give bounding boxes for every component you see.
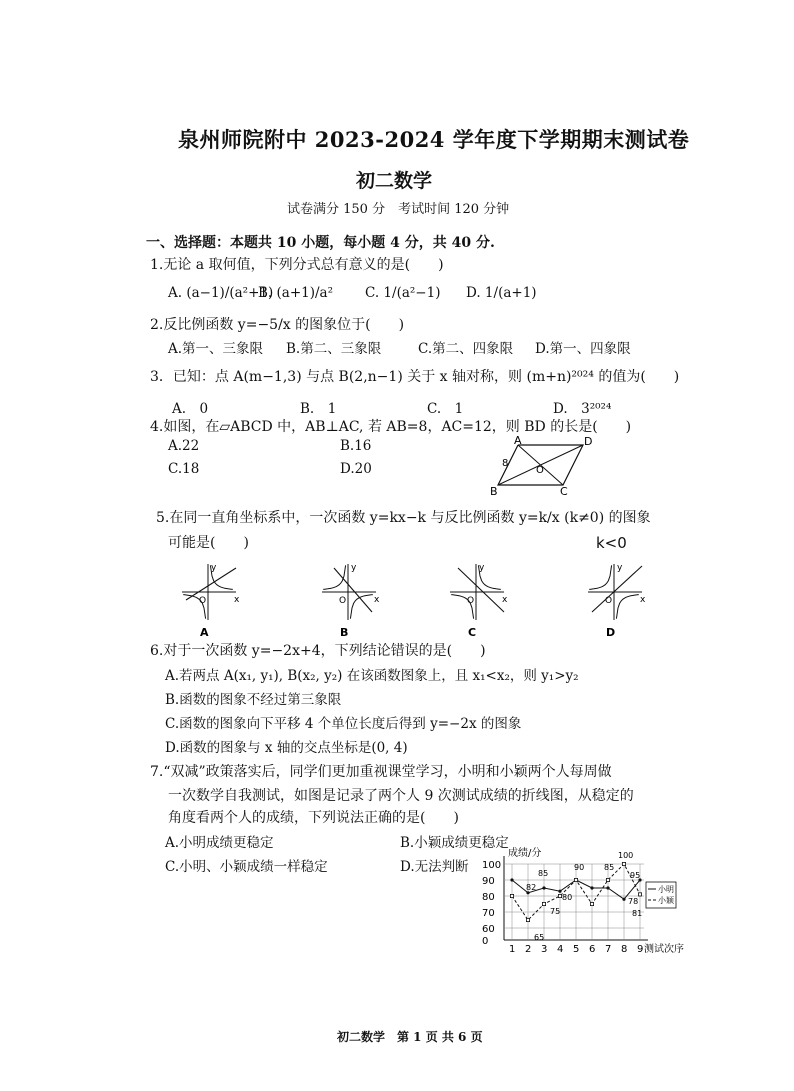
graph-b [320, 560, 382, 640]
page-footer: 初二数学 第 1 页 共 6 页 [337, 1030, 483, 1044]
graph-c [448, 560, 510, 640]
vertex-a-label: A [514, 434, 522, 447]
exam-info: 试卷满分 150 分 考试时间 120 分钟 [287, 202, 510, 217]
y-tick-label: 0 [482, 936, 489, 947]
question-6-option-a: A.若两点 A(x₁, y₁), B(x₂, y₂) 在该函数图象上，且 x₁<x₂，则 y₁>y₂ [165, 668, 579, 684]
question-7-stem-line-1: 7.“双减”政策落实后，同学们更加重视课堂学习，小明和小颖两个人每周做 [150, 764, 612, 780]
data-label: 82 [526, 883, 537, 892]
question-2-option-a: A.第一、三象限 [168, 341, 264, 357]
data-label: 100 [618, 851, 634, 860]
x-axis-title: 测试次序 [644, 944, 684, 955]
score-line-chart [478, 848, 684, 955]
legend-label: 小明 [658, 885, 674, 894]
axes [450, 564, 504, 620]
data-point [606, 886, 609, 889]
vertex-b-label: B [490, 485, 498, 498]
origin-label: O [339, 596, 347, 606]
y-tick-label: 70 [482, 908, 495, 919]
question-5-stem-continued: 可能是( ) [168, 535, 249, 551]
question-4-stem: 4.如图，在▱ABCD 中，AB⊥AC, 若 AB=8，AC=12，则 BD 的长是( ) [150, 419, 632, 435]
x-tick-label: 3 [541, 944, 548, 955]
question-1-option-c: C. 1/(a²−1) [365, 285, 441, 301]
x-axis-label: x [640, 595, 646, 605]
y-tick-label: 80 [482, 892, 495, 903]
question-7-option-c: C.小明、小颖成绩一样稳定 [165, 859, 328, 875]
data-label: 90 [574, 863, 585, 872]
x-axis-label: x [502, 595, 508, 605]
data-label: 75 [550, 907, 561, 916]
question-6-option-c: C.函数的图象向下平移 4 个单位长度后得到 y=−2x 的图象 [165, 716, 522, 732]
question-7-option-d: D.无法判断 [400, 859, 469, 875]
data-label: 85 [604, 863, 615, 872]
y-axis-label: y [617, 563, 623, 573]
question-3-stem: 3．已知：点 A(m−1,3) 与点 B(2,n−1) 关于 x 轴对称，则 (m+n)²⁰²⁴ 的值为( ) [150, 369, 680, 385]
x-tick-label: 6 [589, 944, 596, 955]
y-axis-label: y [211, 563, 217, 573]
question-2-stem: 2.反比例函数 y=−5/x 的图象位于( ) [150, 317, 405, 333]
y-axis-label: y [479, 563, 485, 573]
y-axis-title: 成绩/分 [508, 848, 542, 859]
y-tick-label: 90 [482, 876, 495, 887]
question-6-stem: 6.对于一次函数 y=−2x+4，下列结论错误的是( ) [150, 643, 486, 659]
origin-label: O [467, 596, 475, 606]
x-tick-label: 4 [557, 944, 564, 955]
linear-function-line [458, 568, 504, 612]
question-6-option-d: D.函数的图象与 x 轴的交点坐标是(0, 4) [165, 740, 408, 756]
x-tick-label: 2 [525, 944, 532, 955]
question-2-option-b: B.第二、三象限 [286, 341, 382, 357]
question-1-stem: 1.无论 a 取何值，下列分式总有意义的是( ) [150, 257, 444, 273]
x-tick-label: 1 [509, 944, 516, 955]
y-axis-label: y [351, 563, 357, 573]
data-point [606, 878, 609, 881]
question-7-stem-line-3: 角度看两个人的成绩，下列说法正确的是( ) [168, 810, 459, 826]
question-1-option-d: D. 1/(a+1) [466, 285, 537, 301]
graph-option-label: B [340, 626, 349, 639]
x-tick-label: 8 [621, 944, 628, 955]
data-point [622, 898, 625, 901]
data-point [526, 918, 529, 921]
x-axis-label: x [234, 595, 240, 605]
question-5-stem: 5.在同一直角坐标系中，一次函数 y=kx−k 与反比例函数 y=k/x (k≠0) 的图象 [156, 510, 651, 526]
parallelogram-figure [488, 436, 598, 498]
question-6-option-b: B.函数的图象不经过第三象限 [165, 692, 342, 708]
axes [322, 564, 376, 620]
question-1-option-b: B. (a+1)/a² [258, 285, 333, 301]
graph-d [586, 560, 648, 640]
data-point [574, 878, 577, 881]
legend-label: 小颖 [658, 896, 674, 905]
y-tick-label: 100 [482, 860, 502, 871]
question-2-option-d: D.第一、四象限 [535, 341, 631, 357]
exam-subject: 初二数学 [356, 170, 433, 192]
question-2-option-c: C.第二、四象限 [418, 341, 514, 357]
origin-label: O [605, 596, 613, 606]
data-label: 81 [632, 909, 643, 918]
data-point [638, 893, 641, 896]
question-3-option-a: A. 0 [172, 401, 209, 417]
center-o-label: O [536, 465, 544, 476]
question-4-option-c: C.18 [168, 461, 200, 477]
data-label: 65 [534, 933, 545, 942]
data-label: 80 [562, 893, 573, 902]
origin-label: O [199, 596, 207, 606]
data-label: 95 [630, 871, 641, 880]
data-point [542, 902, 545, 905]
hyperbola-branch [589, 565, 611, 589]
data-point [590, 902, 593, 905]
question-3-option-b: B. 1 [300, 401, 337, 417]
section-heading: 一、选择题：本题共 10 小题，每小题 4 分，共 40 分. [146, 235, 495, 251]
question-1-option-a: A. (a−1)/(a²+1) [168, 285, 274, 301]
vertex-d-label: D [584, 435, 593, 448]
exam-title: 泉州师院附中 2023-2024 学年度下学期期末测试卷 [178, 127, 690, 152]
question-3-option-d: D. 3²⁰²⁴ [553, 401, 612, 417]
handwritten-note: k<0 [596, 534, 627, 552]
axes [182, 564, 236, 620]
graph-option-label: C [468, 626, 477, 639]
x-tick-label: 9 [637, 944, 644, 955]
question-7-option-a: A.小明成绩更稳定 [165, 835, 274, 851]
x-tick-label: 7 [605, 944, 612, 955]
graph-option-label: A [200, 626, 209, 639]
question-4-option-b: B.16 [340, 438, 372, 454]
axes [588, 564, 642, 620]
hyperbola-branch [616, 595, 638, 619]
graph-option-label: D [606, 626, 616, 639]
data-point [542, 886, 545, 889]
question-3-option-c: C. 1 [427, 401, 464, 417]
question-7-stem-line-2: 一次数学自我测试，如图是记录了两个人 9 次测试成绩的折线图，从稳定的 [168, 788, 634, 804]
x-tick-label: 5 [573, 944, 580, 955]
y-tick-label: 60 [482, 924, 495, 935]
question-7-option-b: B.小颖成绩更稳定 [400, 835, 509, 851]
data-label: 85 [538, 869, 549, 878]
data-point [510, 878, 513, 881]
vertex-c-label: C [560, 485, 568, 498]
side-ab-label: 8 [502, 458, 509, 469]
data-label: 78 [628, 897, 639, 906]
data-point [510, 894, 513, 897]
x-axis-label: x [374, 595, 380, 605]
data-point [622, 862, 625, 865]
question-4-option-a: A.22 [168, 438, 200, 454]
graph-a [180, 560, 242, 640]
hyperbola-branch [350, 595, 372, 619]
data-point [590, 886, 593, 889]
question-4-option-d: D.20 [340, 461, 372, 477]
